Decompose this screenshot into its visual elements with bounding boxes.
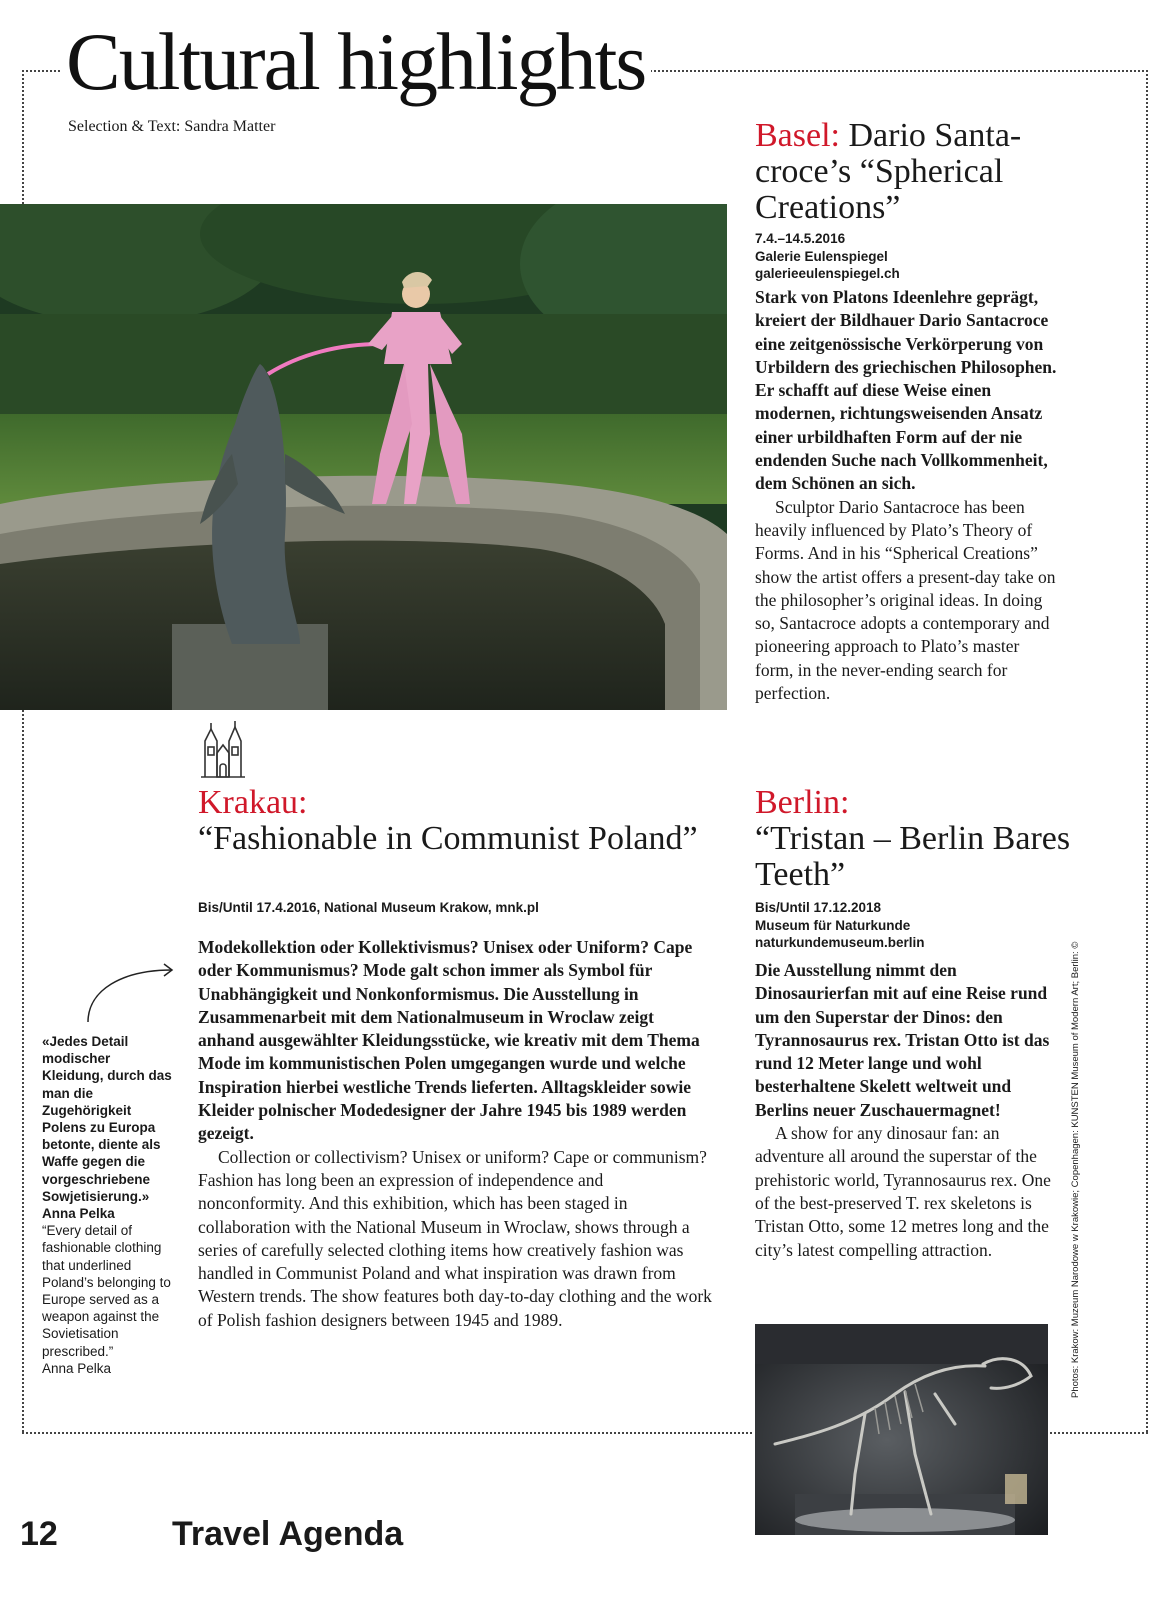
basel-text (755, 286, 1060, 705)
basel-meta (755, 230, 1075, 283)
byline: Selection & Text: Sandra Matter (68, 118, 276, 135)
berlin-website: naturkundemuseum.berlin (755, 935, 925, 950)
page-number: 12 (20, 1515, 58, 1553)
berlin-title: “Tristan – Berlin Bares Teeth” (755, 820, 1071, 893)
frame-right-line (1146, 70, 1148, 1432)
basel-date: 7.4.–14.5.2016 (755, 231, 846, 246)
berlin-city: Berlin: (755, 784, 850, 821)
berlin-meta (755, 899, 1075, 952)
frame-bottom-line (22, 1432, 752, 1434)
basel-website: galerieeulenspiegel.ch (755, 266, 900, 281)
berlin-text-de: Die Ausstellung nimmt den Dinosaurierfan mit auf eine Reise rund um den Superstar der Dinos: den Tyrannosaurus rex. Tristan Otto ist das rund 12 Meter lange und wohl besterhaltene Skelett weltweit und Berlins neuer Zuschauermagnet! (755, 960, 1050, 1120)
cathedral-icon (199, 719, 247, 779)
photo-credit: Photos: Krakow: Muzeum Narodowe w Krakowie; Copenhagen: KUNSTEN Museum of Modern Art; Berlin: © (1070, 941, 1081, 1398)
pull-quote-en: “Every detail of fashionable clothing that underlined Poland’s belonging to Europe served as a weapon against the Sovietisation prescribed.” (42, 1223, 171, 1359)
krakau-heading (198, 785, 718, 857)
berlin-text-en: A show for any dinosaur fan: an adventure all around the superstar of the prehistoric world, Tyrannosaurus rex. One of the best-preserved T. rex skeletons is Tristan Otto, some 12 metres long and the city’s latest compelling attraction. (755, 1123, 1051, 1260)
pull-quote-de: «Jedes Detail modischer Kleidung, durch das man die Zugehörigkeit Polens zu Europa betonte, diente als Waffe gegen die vorgeschriebene Sowjetisierung.» (42, 1034, 172, 1204)
krakau-text-en: Collection or collectivism? Unisex or uniform? Cape or communism? Fashion has long been an expression of independence and nonconformity. And this exhibition, which has been staged in collaboration with the National Museum in Wroclaw, shows through a series of carefully selected clothing items how creatively fashion was handled in Communist Poland and what inspiration was drawn from Western trends. The show features both day-to-day clothing and the work of Polish fashion designers between 1945 and 1989. (198, 1146, 712, 1330)
krakau-meta: Bis/Until 17.4.2016, National Museum Krakow, mnk.pl (198, 900, 539, 915)
basel-venue: Galerie Eulenspiegel (755, 248, 888, 264)
page-title: Cultural highlights (60, 14, 651, 110)
basel-text-de: Stark von Platons Ideenlehre geprägt, kreiert der Bildhauer Dario Santacroce eine zeitgenössische Verkörperung von Urbildern des griechischen Philosophen. Er schafft auf diese Weise einen modernen, richtungsweisenden Ansatz einer urbildhaften Form auf der nie endenden Suche nach Vollkommenheit, dem Schönen an sich. (755, 287, 1057, 494)
krakau-city: Krakau: (198, 784, 308, 821)
krakau-text (198, 936, 712, 1332)
frame-bottom-line-right (1050, 1432, 1148, 1434)
krakau-title: “Fashionable in Communist Poland” (198, 820, 698, 857)
berlin-text (755, 959, 1055, 1262)
krakau-text-de: Modekollektion oder Kollektivismus? Unisex oder Uniform? Cape oder Kommunismus? Mode galt schon immer als Symbol für Unabhängigkeit und Nonkonformismus. Die Ausstellung in Zusammenarbeit mit dem Nationalmuseum in Wroclaw zeigt anhand ausgewählter Kleidungsstücke, wie kreativ mit dem Thema Mode im kommunistischen Polen umgegangen wurde und welche Inspiration hierbei westliche Trends lieferten. Alltagskleider sowie Kleider polnischer Modedesigner der Jahre 1945 bis 1989 werden gezeigt. (198, 937, 700, 1144)
berlin-venue: Museum für Naturkunde (755, 917, 911, 933)
pull-quote (42, 1033, 174, 1377)
berlin-heading (755, 785, 1075, 893)
basel-text-en: Sculptor Dario Santacroce has been heavily influenced by Plato’s Theory of Forms. And in his “Spherical Creations” show the artist offers a present-day take on the philosopher’s original ideas. In doing so, Santacroce adopts a contemporary and pioneering approach to Plato’s master form, in the never-ending search for perfection. (755, 496, 1056, 704)
basel-city: Basel: (755, 117, 840, 154)
berlin-photo (755, 1324, 1048, 1535)
arrow-icon (82, 960, 182, 1026)
section-title: Travel Agenda (172, 1515, 404, 1553)
berlin-date: Bis/Until 17.12.2018 (755, 900, 882, 915)
basel-title: Dario Santa-croce’s “Spherical Creations” (755, 117, 1022, 226)
basel-heading (755, 118, 1085, 226)
basel-photo (0, 204, 727, 710)
pull-quote-en-author: Anna Pelka (42, 1360, 112, 1376)
pull-quote-de-author: Anna Pelka (42, 1206, 115, 1222)
